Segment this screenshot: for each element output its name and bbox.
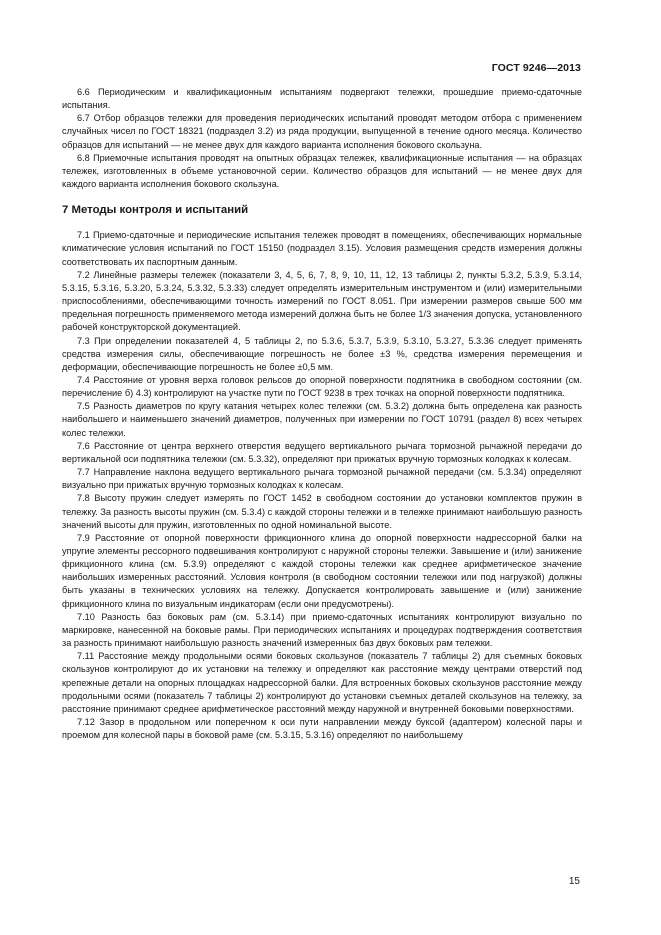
page-number: 15 (568, 876, 580, 887)
document-body (62, 86, 582, 742)
paragraph-7-4: 7.4 Расстояние от уровня верха головок рельсов до опорной поверхности подпятника в свободном состоянии (см. перечисление б) 4.3) контролируют на участке пути по ГОСТ 9238 в трех точках на опорной поверхности подпятника. (62, 374, 582, 399)
paragraph-6-8: 6.8 Приемочные испытания проводят на опытных образцах тележек, квалификационные испытания — на образцах тележек, изготовленных в объеме установочной серии. Количество образцов для испытаний — не менее двух для каждого варианта исполнения бокового скользуна. (62, 152, 582, 190)
paragraph-7-6: 7.6 Расстояние от центра верхнего отверстия ведущего вертикального рычага тормозной рычажной передачи до вертикальной оси подпятника тележки (см. 5.3.32), определяют при прижатых вручную тормозных колодках к колесам. (62, 440, 582, 464)
paragraph-7-9: 7.9 Расстояние от опорной поверхности фрикционного клина до опорной поверхности надрессорной балки на упругие элементы рессорного подвешивания контролируют с наружной стороны тележки. Завышение и (или) занижение фрикционного клина (см. 5.3.9) определяют с каждой стороны тележки как среднее арифметическое значение наибольших измеренных расстояний. Условия контроля (в свободном состоянии тележки или под нагрузкой) должны быть указаны в технических условиях на тележку. Допускается контролировать завышение и (или) занижение фрикционного клина по визуальным индикаторам (если они предусмотрены). (62, 532, 582, 609)
paragraph-7-2: 7.2 Линейные размеры тележек (показатели 3, 4, 5, 6, 7, 8, 9, 10, 11, 12, 13 таблицы 2, пункты 5.3.2, 5.3.9, 5.3.14, 5.3.15, 5.3.16, 5.3.20, 5.3.24, 5.3.32, 5.3.33) следует определять измерительным инструментом и (или) измерительными приспособлениями, обеспечивающими точность измерений по ГОСТ 8.051. При измерении размеров свыше 500 мм предельная погрешность применяемого метода измерений должна быть не более 1/3 значения допуска, установленного рабочей конструкторской документацией. (62, 269, 582, 333)
document-header: ГОСТ 9246—2013 (491, 62, 581, 74)
paragraph-7-7: 7.7 Направление наклона ведущего вертикального рычага тормозной рычажной передачи (см. 5.3.34) определяют визуально при прижатых вручную тормозных колодках к колесам. (62, 467, 582, 491)
paragraph-7-5: 7.5 Разность диаметров по кругу катания четырех колес тележки (см. 5.3.2) должна быть определена как разность наибольшего и наименьшего значений диаметров, полученных при измерении по ГОСТ 10791 (раздел 8) всех четырех колес тележки. (62, 401, 582, 438)
paragraph-7-11: 7.11 Расстояние между продольными осями боковых скользунов (показатель 7 таблицы 2) для съемных боковых скользунов контролируют до их установки на тележку и определяют как расстояние между центрами отверстий под крепежные детали на опорных площадках надрессорной балки. Для встроенных боковых скользунов расстояние между продольными осями (показатель 7 таблицы 2) контролируют до установки съемных деталей скользунов на тележку, за расстояние принимают среднее арифметическое расстояний между наружной и внутренней боковыми поверхностями. (62, 651, 582, 714)
paragraph-6-7: 6.7 Отбор образцов тележки для проведения периодических испытаний проводят методом отбора с применением случайных чисел по ГОСТ 18321 (подраздел 3.2) из ряда продукции, выпущенной в течение одного месяца. Количество образцов для испытаний — не менее двух для каждого варианта исполнения бокового скользуна. (62, 113, 582, 150)
paragraph-7-1: 7.1 Приемо-сдаточные и периодические испытания тележек проводят в помещениях, обеспечивающих нормальные климатические условия испытаний по ГОСТ 15150 (подраздел 3.15). Условия размещения средств измерения должны соответствовать их паспортным данным. (62, 230, 582, 267)
paragraph-7-3: 7.3 При определении показателей 4, 5 таблицы 2, по 5.3.6, 5.3.7, 5.3.9, 5.3.10, 5.3.27, 5.3.36 следует применять средства измерения силы, обеспечивающие погрешность не более ±3 %, средства измерения перемещения и деформации, обеспечивающие погрешность не более ±0,5 мм. (62, 335, 582, 372)
paragraph-7-10: 7.10 Разность баз боковых рам (см. 5.3.14) при приемо-сдаточных испытаниях контролируют визуально по маркировке, нанесенной на боковые рамы. При периодических испытаниях и процедурах подтверждения соответствия за разность принимают наибольшую разность значений измеренных баз двух боковых рам тележки. (62, 611, 582, 649)
paragraph-7-8: 7.8 Высоту пружин следует измерять по ГОСТ 1452 в свободном состоянии до установки комплектов пружин в тележку. За разность высоты пружин (см. 5.3.4) с каждой стороны тележки и в тележке принимают наибольшую разность значений высоты для пружин, изготовленных по одной номинальной высоте. (62, 493, 582, 530)
section-heading: 7 Методы контроля и испытаний (62, 204, 249, 217)
paragraph-7-12: 7.12 Зазор в продольном или поперечном к оси пути направлении между буксой (адаптером) колесной пары и проемом для колесной пары в боковой раме (см. 5.3.15, 5.3.16) определяют по наибольшему (62, 717, 582, 741)
paragraph-6-6: 6.6 Периодическим и квалификационным испытаниям подвергают тележки, прошедшие приемо-сдаточные испытания. (62, 87, 582, 111)
